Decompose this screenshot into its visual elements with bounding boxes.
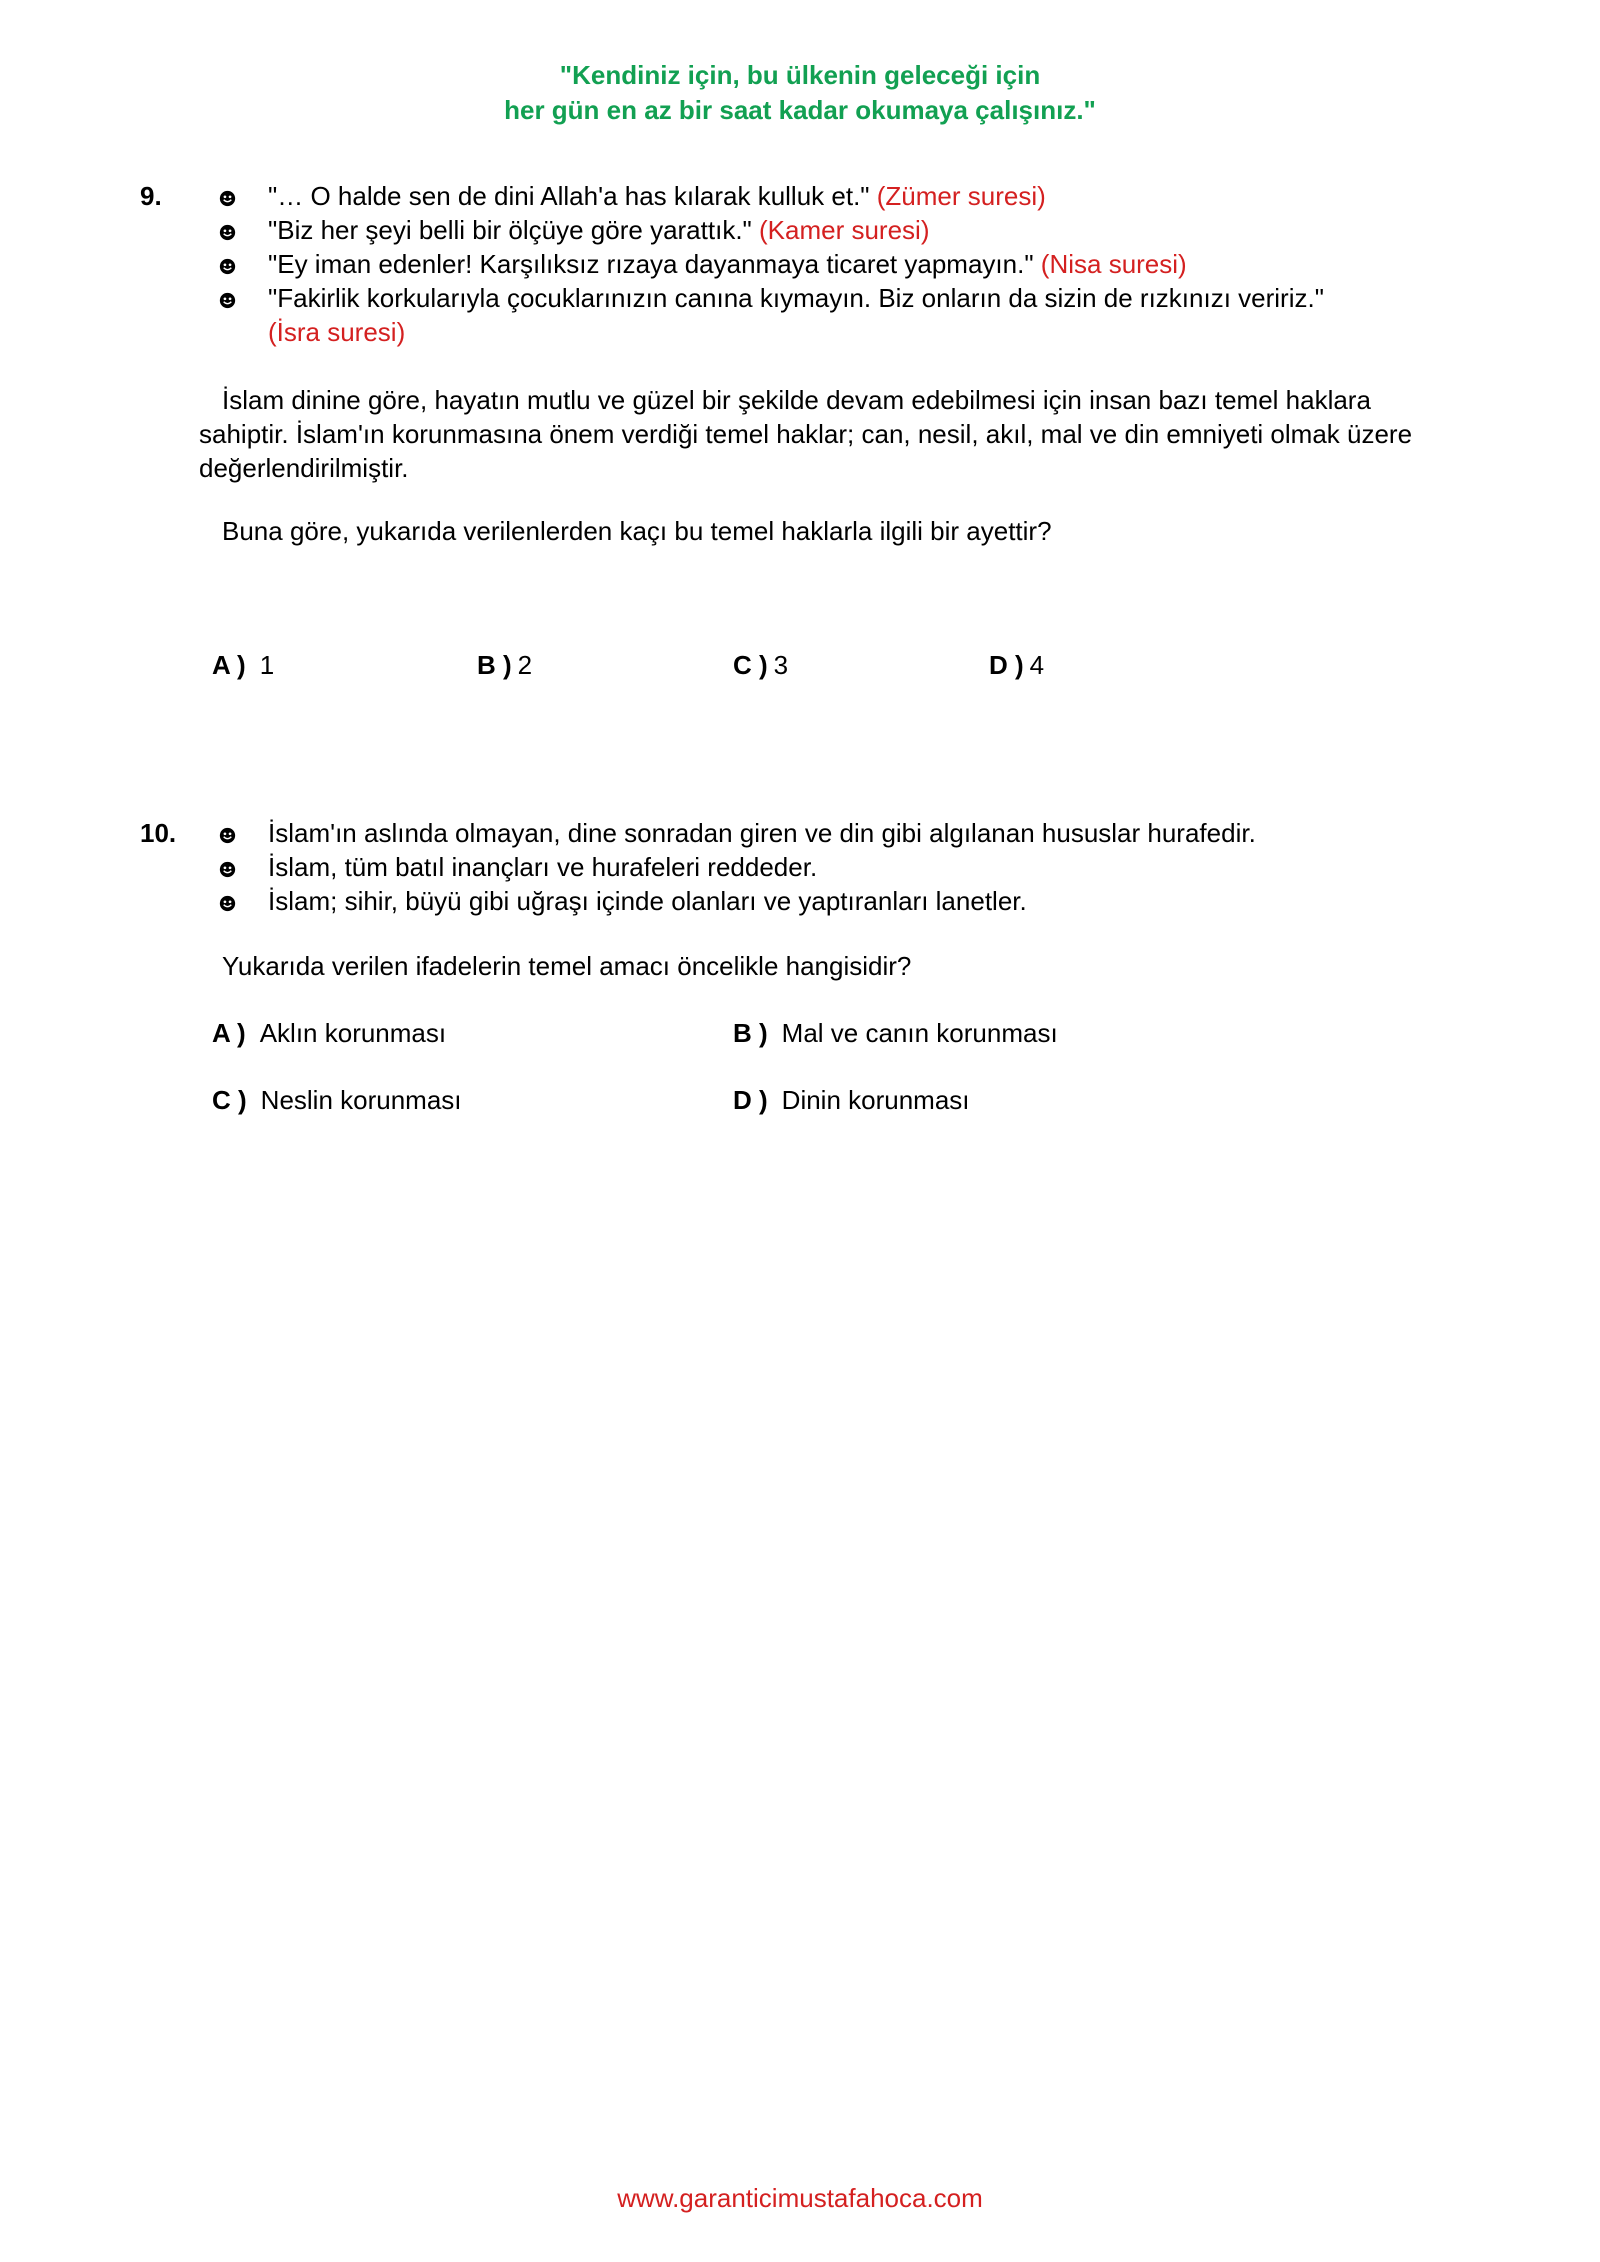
statement-3: İslam; sihir, büyü gibi uğraşı içinde olanları ve yaptıranları lanetler. <box>268 886 1027 916</box>
option-d[interactable] <box>989 650 1044 681</box>
option-text: 3 <box>773 650 789 680</box>
option-b[interactable] <box>733 1018 1058 1049</box>
statement-source: (İsra suresi) <box>268 317 406 347</box>
motto-line-1: "Kendiniz için, bu ülkenin geleceği için <box>559 60 1041 90</box>
smiley-icon <box>209 855 249 889</box>
question-stem: Buna göre, yukarıda verilenlerden kaçı bu temel haklarla ilgili bir ayettir? <box>222 516 1052 546</box>
smiley-icon <box>209 184 249 218</box>
smiley-icon <box>209 218 249 252</box>
option-letter: B ) <box>733 1018 768 1048</box>
question-number: 9. <box>140 181 162 211</box>
smiley-icon <box>209 821 249 855</box>
statement-text: "… O halde sen de dini Allah'a has kılarak kulluk et." <box>268 181 870 211</box>
option-text: Aklın korunması <box>259 1018 447 1048</box>
paragraph-text: İslam dinine göre, hayatın mutlu ve güzel bir şekilde devam edebilmesi için insan bazı temel haklara sahiptir. İslam'ın korunmasına önem verdiği temel haklar; can, nesil, akıl, mal ve din emniyeti olmak üzere değerlendirilmiştir. <box>199 385 1413 483</box>
question-number: 10. <box>140 818 177 848</box>
statement-1 <box>268 181 1046 212</box>
smiley-icon <box>209 286 249 320</box>
statement-4 <box>268 283 1324 314</box>
option-c[interactable] <box>733 650 788 681</box>
question-stem: Yukarıda verilen ifadelerin temel amacı öncelikle hangisidir? <box>222 951 912 981</box>
option-letter: B ) <box>477 650 512 680</box>
statement-3 <box>268 249 1187 280</box>
option-letter: A ) <box>212 1018 246 1048</box>
option-d[interactable] <box>733 1085 970 1116</box>
option-text: Dinin korunması <box>781 1085 970 1115</box>
option-letter: D ) <box>989 650 1024 680</box>
statement-text: "Biz her şeyi belli bir ölçüye göre yarattık." <box>268 215 752 245</box>
statement-1: İslam'ın aslında olmayan, dine sonradan giren ve din gibi algılanan hususlar hurafedir. <box>268 818 1256 848</box>
option-letter: D ) <box>733 1085 768 1115</box>
statement-2 <box>268 215 930 246</box>
option-letter: A ) <box>212 650 246 680</box>
option-letter: C ) <box>212 1085 247 1115</box>
statement-2: İslam, tüm batıl inançları ve hurafeleri reddeder. <box>268 852 818 882</box>
footer-link[interactable]: www.garanticimustafahoca.com <box>617 2183 983 2213</box>
option-text: 2 <box>517 650 533 680</box>
option-c[interactable] <box>212 1085 462 1116</box>
option-text: 1 <box>259 650 275 680</box>
option-text: Neslin korunması <box>260 1085 462 1115</box>
smiley-icon <box>209 889 249 923</box>
context-paragraph <box>199 383 1439 485</box>
motto-line-2: her gün en az bir saat kadar okumaya çalışınız." <box>504 95 1096 125</box>
statement-source: (Zümer suresi) <box>876 181 1046 211</box>
option-text: Mal ve canın korunması <box>781 1018 1058 1048</box>
option-b[interactable] <box>477 650 532 681</box>
statement-source: (Kamer suresi) <box>759 215 930 245</box>
statement-text: "Ey iman edenler! Karşılıksız rızaya dayanmaya ticaret yapmayın." <box>268 249 1034 279</box>
smiley-icon <box>209 252 249 286</box>
motto-header <box>0 58 1600 128</box>
option-a[interactable] <box>212 1018 446 1049</box>
option-text: 4 <box>1029 650 1045 680</box>
statement-source: (Nisa suresi) <box>1040 249 1187 279</box>
statement-text: "Fakirlik korkularıyla çocuklarınızın canına kıymayın. Biz onların da sizin de rızkınızı veririz." <box>268 283 1324 313</box>
option-a[interactable] <box>212 650 274 681</box>
option-letter: C ) <box>733 650 768 680</box>
